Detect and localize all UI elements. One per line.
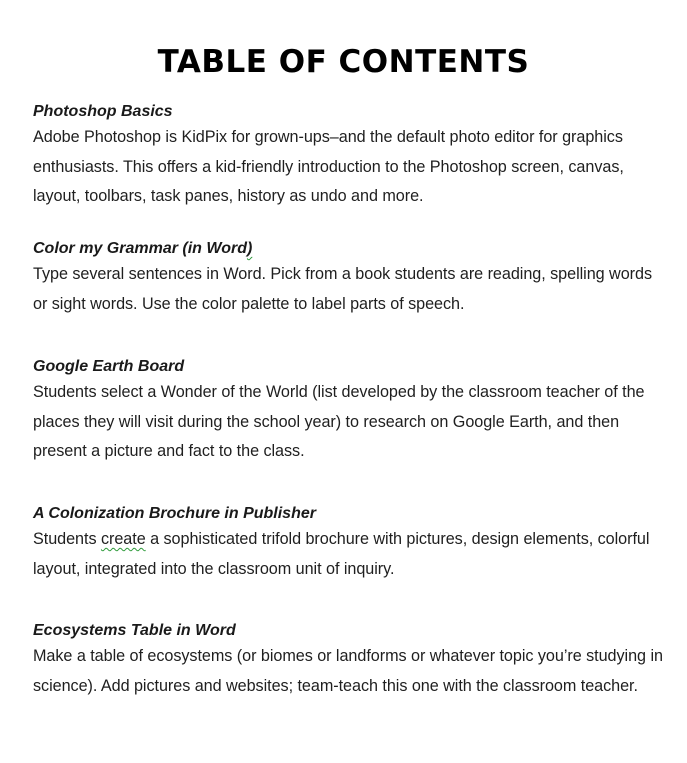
- entry-description: Students select a Wonder of the World (list developed by the classroom teacher of the places they will visit during the school year) to research on Google Earth, and then present a picture and fact to the class.: [33, 383, 645, 460]
- toc-entry-google-earth-board: [33, 356, 663, 467]
- entry-description: Make a table of ecosystems (or biomes or landforms or whatever topic you’re studying in science). Add pictures and websites; team-teach this one with the classroom teacher.: [33, 647, 663, 695]
- toc-entry-color-my-grammar: [33, 238, 663, 319]
- toc-entry-colonization-brochure: [33, 503, 663, 584]
- entry-title: [33, 238, 663, 260]
- toc-entry-photoshop-basics: [33, 101, 663, 212]
- entry-title: Ecosystems Table in Word: [33, 622, 236, 639]
- entry-title: A Colonization Brochure in Publisher: [33, 505, 316, 522]
- grammar-flag-word: create: [100, 530, 146, 548]
- page-title: TABLE OF CONTENTS: [157, 44, 530, 80]
- toc-entry-ecosystems-table: [33, 620, 663, 701]
- entry-description: Adobe Photoshop is KidPix for grown-ups–and the default photo editor for graphics enthusiasts. This offers a kid-friendly introduction to the Photoshop screen, canvas, layout, toolbars, task panes, history as undo and more.: [33, 128, 624, 205]
- grammar-flag-paren: ): [246, 240, 253, 257]
- entry-title: Google Earth Board: [33, 358, 185, 375]
- entry-description-start: Students: [33, 530, 101, 548]
- entry-title: Photoshop Basics: [33, 103, 173, 120]
- entry-description: Type several sentences in Word. Pick from a book students are reading, spelling words or sight words. Use the color palette to label parts of speech.: [33, 265, 652, 313]
- entry-description-rest: a sophisticated trifold brochure with pictures, design elements, colorful layout, integrated into the classroom unit of inquiry.: [33, 530, 650, 578]
- entry-description: [33, 525, 663, 584]
- entry-title-text: Color my Grammar (in Word: [33, 240, 247, 257]
